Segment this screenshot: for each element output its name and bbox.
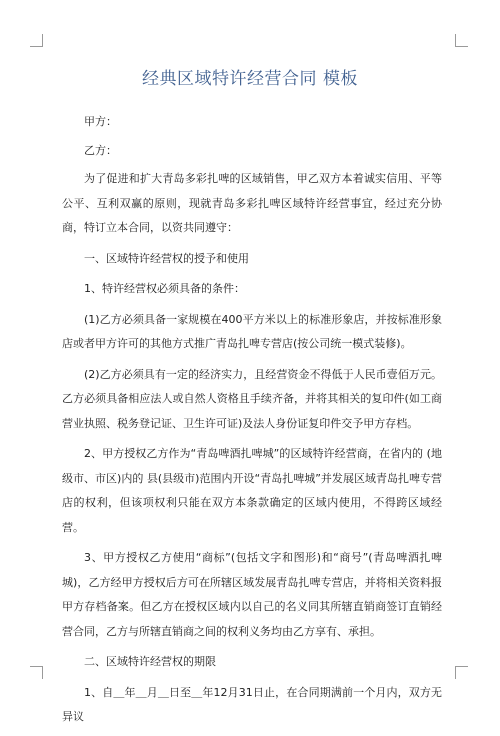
preamble-paragraph: 为了促进和扩大青岛多彩扎啤的区域销售，甲乙双方本着诚实信用、平等公平、互利双赢的原则，现就青岛多彩扎啤区域特许经营事宜，经过充分协商，特订立本合同，以资共同遵守： <box>62 172 442 234</box>
section-heading-1: 一、区域特许经营权的授予和使用 <box>84 251 249 265</box>
document-title: 经典区域特许经营合同 模板 <box>142 69 358 89</box>
crop-mark-bottom-right <box>455 666 468 679</box>
clause-1-item-2: (2)乙方必须具有一定的经济实力，且经营资金不得低于人民币壹佰万元。乙方必须具备相应法人或自然人资格且手续齐备，并将其相关的复印件(如工商营业执照、税务登记证、卫生许可证)及法人身份证复印件交予甲方存档。 <box>62 367 442 430</box>
crop-mark-top-right <box>455 34 468 47</box>
clause-3: 3、甲方授权乙方使用“商标”(包括文字和图形)和“商号”(青岛啤酒扎啤城)，乙方经甲方授权后方可在所辖区域发展青岛扎啤专营店，并将相关资料报甲方存档备案。但乙方在授权区域内以自己的名义同其所辖直销商签订直销经营合同，乙方与所辖直销商之间的权利义务均由乙方享有、承担。 <box>62 551 442 638</box>
clause-1: 1、特许经营权必须具备的条件： <box>84 282 245 295</box>
crop-mark-bottom-left <box>30 666 43 679</box>
crop-mark-top-left <box>30 34 43 47</box>
section-heading-2: 二、区域特许经营权的期限 <box>84 655 216 668</box>
term-clause-1: 1、自＿年＿月＿日至＿年12月31日止，在合同期满前一个月内，双方无异议 <box>62 685 442 723</box>
party-a-line: 甲方： <box>84 115 117 128</box>
document-body <box>62 110 442 736</box>
clause-1-item-1: (1)乙方必须具备一家规模在400平方米以上的标准形象店，并按标准形象店或者甲方许可的其他方式推广青岛扎啤专营店(按公司统一模式装修)。 <box>62 312 442 350</box>
clause-2: 2、甲方授权乙方作为“青岛啤酒扎啤城”的区域特许经营商，在省内的 (地级市、市区)内的 县(县级市)范围内开设“青岛扎啤城”并发展区域青岛扎啤专营店的权利，但该项权利只能在双方本条款确定的区域内使用，不得跨区域经营。 <box>62 447 442 534</box>
party-b-line: 乙方： <box>84 143 117 157</box>
